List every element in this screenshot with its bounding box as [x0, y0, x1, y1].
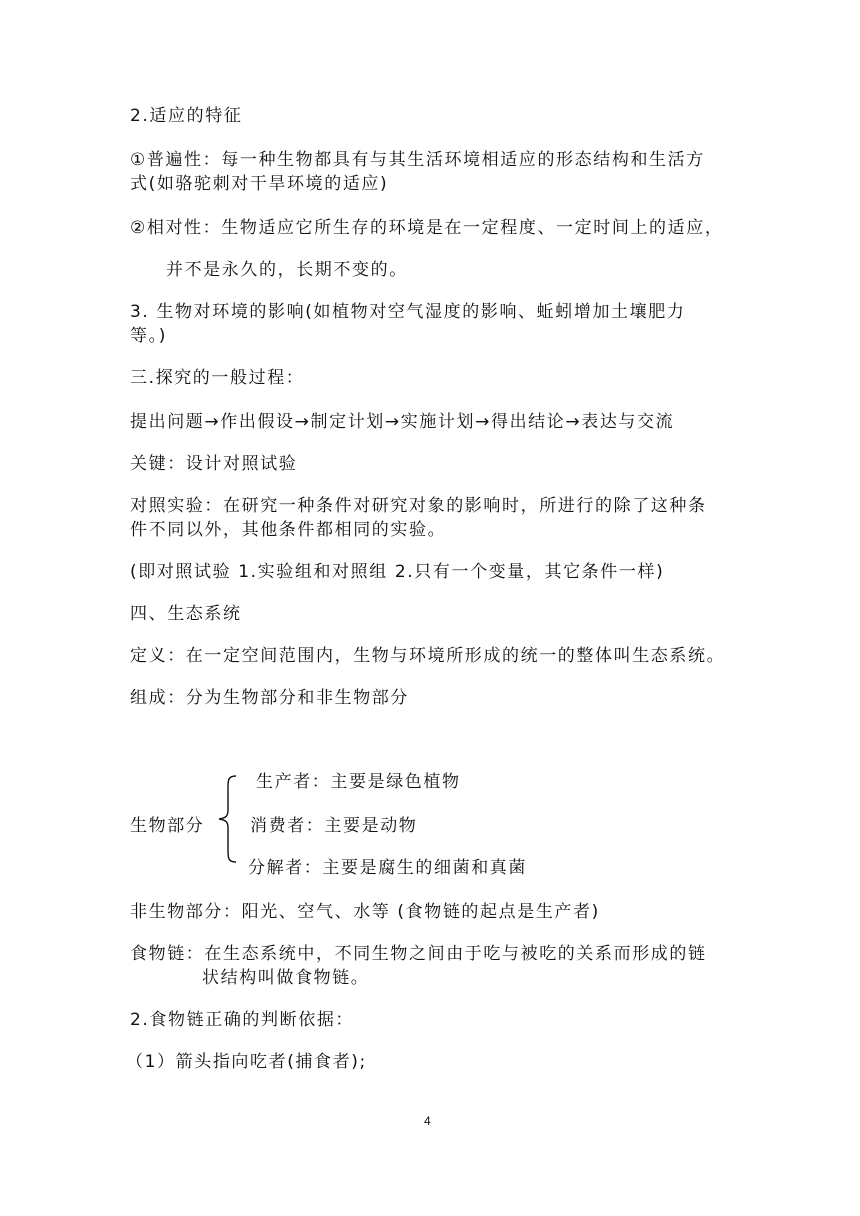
food-chain-criteria-1: （1）箭头指向吃者(捕食者);: [126, 1052, 367, 1072]
curly-brace-icon: [216, 774, 240, 864]
food-chain-definition-line-1: 食物链：在生态系统中，不同生物之间由于吃与被吃的关系而形成的链: [130, 944, 707, 964]
control-experiment-line-2: 件不同以外，其他条件都相同的实验。: [130, 520, 447, 540]
relativity-line-2: 并不是永久的，长期不变的。: [166, 260, 408, 280]
food-chain-criteria-heading: 2.食物链正确的判断依据：: [130, 1010, 355, 1030]
decomposer-item: 分解者：主要是腐生的细菌和真菌: [248, 858, 527, 878]
biotic-part-label: 生物部分: [130, 816, 205, 836]
ecosystem-definition: 定义：在一定空间范围内，生物与环境所形成的统一的整体叫生态系统。: [130, 646, 726, 666]
universality-line-1: ①普遍性：每一种生物都具有与其生活环境相适应的形态结构和生活方: [130, 150, 705, 170]
heading-adaptation-features: 2.适应的特征: [130, 106, 243, 126]
consumer-item: 消费者：主要是动物: [250, 816, 418, 836]
influence-line-1: 3. 生物对环境的影响(如植物对空气湿度的影响、蚯蚓增加土壤肥力: [130, 302, 686, 322]
universality-line-2: 式(如骆驼刺对干旱环境的适应): [130, 174, 389, 194]
producer-item: 生产者：主要是绿色植物: [256, 772, 461, 792]
influence-line-2: 等。): [130, 326, 167, 346]
page-number: 4: [424, 1114, 431, 1128]
relativity-line-1: ②相对性：生物适应它所生存的环境是在一定程度、一定时间上的适应，: [130, 218, 724, 238]
heading-ecosystem: 四、生态系统: [130, 604, 242, 624]
inquiry-steps: 提出问题→作出假设→制定计划→实施计划→得出结论→表达与交流: [130, 412, 675, 432]
control-experiment-line-1: 对照实验：在研究一种条件对研究对象的影响时，所进行的除了这种条: [130, 496, 707, 516]
food-chain-definition-line-2: 状结构叫做食物链。: [202, 968, 370, 988]
control-experiment-note: (即对照试验 1.实验组和对照组 2.只有一个变量，其它条件一样): [130, 562, 665, 582]
key-point: 关键：设计对照试验: [130, 454, 298, 474]
abiotic-part: 非生物部分：阳光、空气、水等 (食物链的起点是生产者): [130, 902, 600, 922]
ecosystem-composition: 组成：分为生物部分和非生物部分: [130, 688, 409, 708]
heading-inquiry-process: 三.探究的一般过程：: [130, 368, 305, 388]
